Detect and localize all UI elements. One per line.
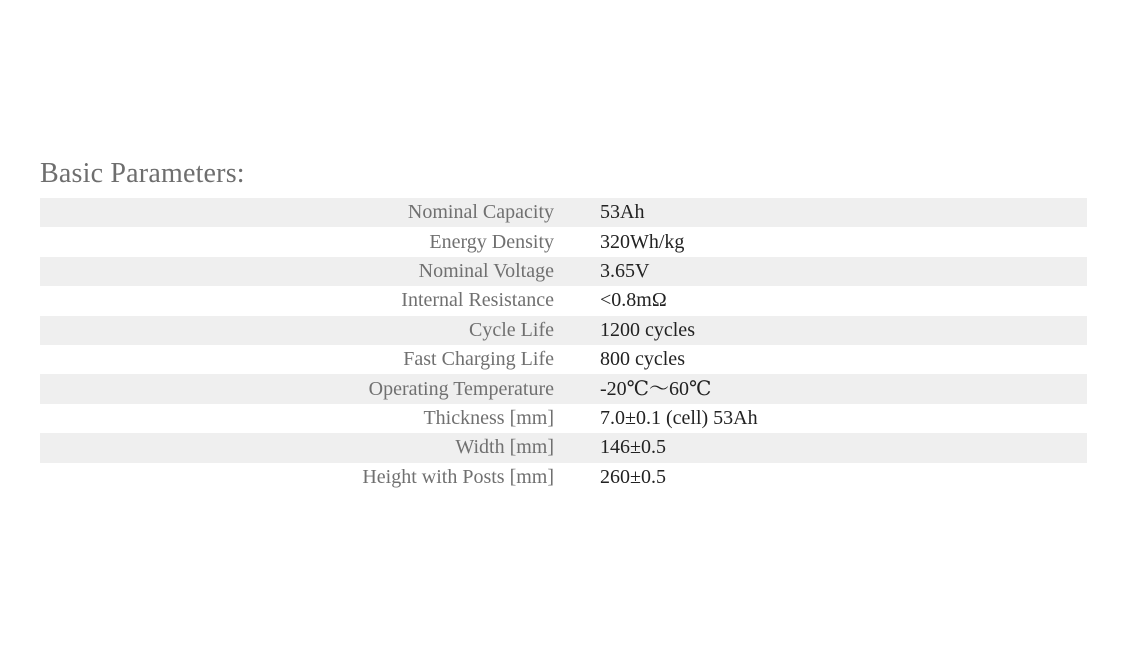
table-row bbox=[40, 257, 1087, 286]
param-value: 260±0.5 bbox=[600, 465, 666, 488]
param-value: 800 cycles bbox=[600, 348, 685, 371]
row-gap bbox=[554, 316, 600, 345]
parameters-table bbox=[40, 198, 1087, 492]
param-label: Height with Posts [mm] bbox=[362, 465, 554, 488]
row-gap bbox=[554, 433, 600, 462]
param-value: 146±0.5 bbox=[600, 436, 666, 459]
row-gap bbox=[554, 404, 600, 433]
table-row bbox=[40, 404, 1087, 433]
param-label: Internal Resistance bbox=[401, 289, 554, 312]
table-row bbox=[40, 374, 1087, 403]
table-row bbox=[40, 433, 1087, 462]
row-gap bbox=[554, 345, 600, 374]
param-label: Energy Density bbox=[429, 230, 554, 253]
param-label: Cycle Life bbox=[469, 318, 554, 341]
row-gap bbox=[554, 227, 600, 256]
param-value: 53Ah bbox=[600, 201, 645, 224]
param-label: Thickness [mm] bbox=[423, 406, 554, 429]
param-value: 7.0±0.1 (cell) 53Ah bbox=[600, 406, 758, 429]
table-row bbox=[40, 316, 1087, 345]
row-gap bbox=[554, 257, 600, 286]
row-gap bbox=[554, 198, 600, 227]
table-row bbox=[40, 345, 1087, 374]
row-gap bbox=[554, 374, 600, 403]
param-label: Nominal Voltage bbox=[418, 259, 554, 282]
param-value: 1200 cycles bbox=[600, 318, 695, 341]
table-row bbox=[40, 227, 1087, 256]
row-gap bbox=[554, 463, 600, 492]
row-gap bbox=[554, 286, 600, 315]
param-value: 320Wh/kg bbox=[600, 230, 685, 253]
table-row bbox=[40, 286, 1087, 315]
param-value: 3.65V bbox=[600, 259, 650, 282]
param-value: <0.8mΩ bbox=[600, 289, 667, 312]
table-row bbox=[40, 463, 1087, 492]
table-row bbox=[40, 198, 1087, 227]
basic-parameters-section bbox=[40, 150, 1087, 492]
param-label: Operating Temperature bbox=[368, 377, 554, 400]
section-title: Basic Parameters: bbox=[40, 158, 245, 189]
param-label: Fast Charging Life bbox=[403, 348, 554, 371]
param-label: Width [mm] bbox=[455, 436, 554, 459]
param-value: -20℃～60℃ bbox=[600, 377, 712, 400]
param-label: Nominal Capacity bbox=[407, 201, 554, 224]
